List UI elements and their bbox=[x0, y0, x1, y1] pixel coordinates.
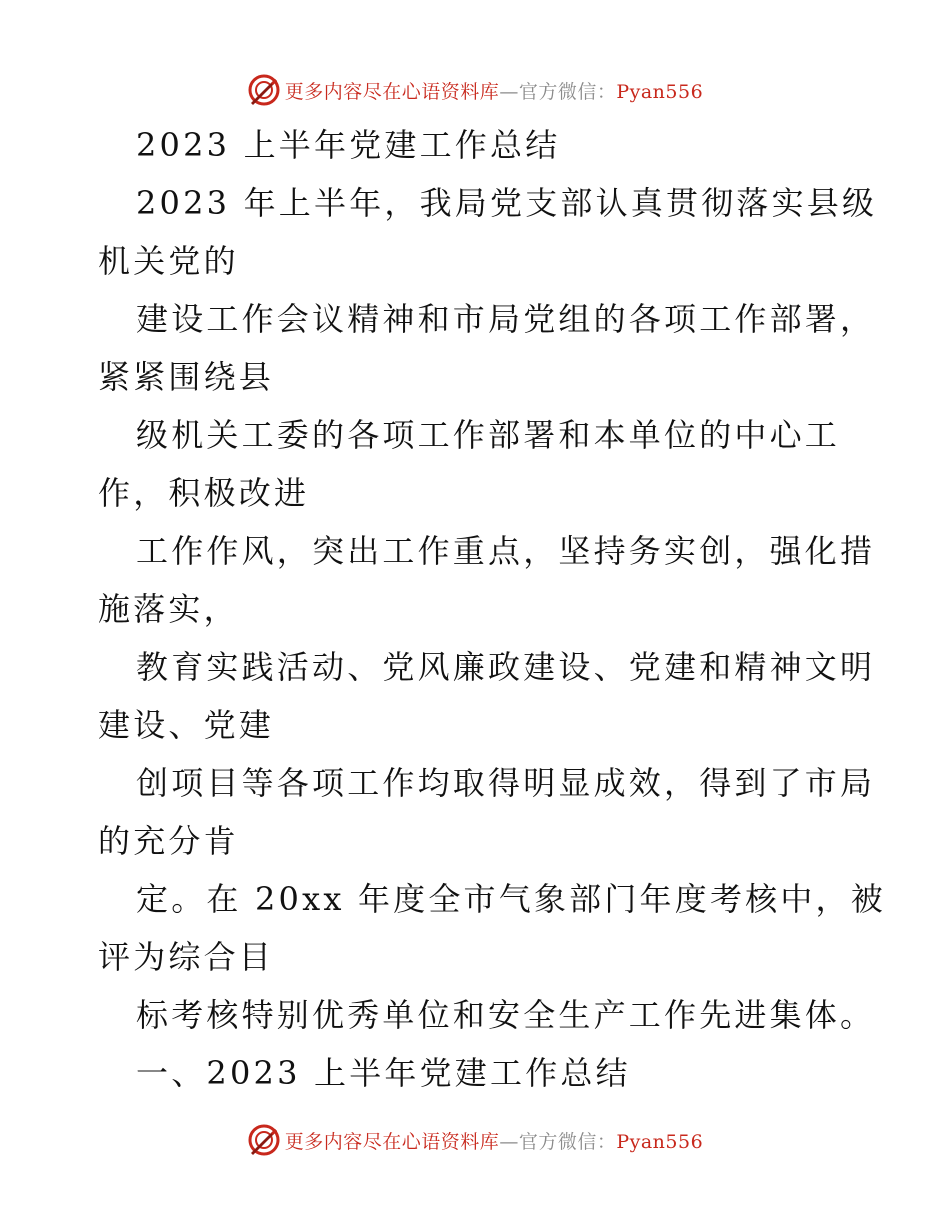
pen-logo-icon bbox=[247, 73, 281, 107]
document-line: 2023 年上半年，我局党支部认真贯彻落实县级 bbox=[136, 184, 878, 222]
watermark-wechat-id: Pyan556 bbox=[616, 1130, 704, 1153]
watermark-site: 更多内容尽在心语资料库 bbox=[284, 1130, 500, 1153]
document-line: 施落实， bbox=[98, 590, 239, 628]
watermark-wechat-id: Pyan556 bbox=[616, 80, 704, 103]
watermark-text bbox=[285, 77, 703, 104]
document-line: 定。在 20xx 年度全市气象部门年度考核中，被 bbox=[136, 880, 886, 918]
document-line: 级机关工委的各项工作部署和本单位的中心工 bbox=[136, 416, 841, 454]
watermark-footer bbox=[0, 1120, 950, 1160]
watermark-wechat-label: 官方微信： bbox=[518, 1130, 617, 1153]
document-line: 建设、党建 bbox=[98, 706, 275, 744]
watermark-site: 更多内容尽在心语资料库 bbox=[284, 80, 500, 103]
watermark-text bbox=[285, 1127, 703, 1154]
document-line: 教育实践活动、党风廉政建设、党建和精神文明 bbox=[136, 648, 876, 686]
document-line: 一、2023 上半年党建工作总结 bbox=[136, 1054, 631, 1092]
document-line: 标考核特别优秀单位和安全生产工作先进集体。 bbox=[136, 996, 876, 1034]
document-body bbox=[98, 116, 886, 1102]
document-line: 评为综合目 bbox=[98, 938, 275, 976]
document-line: 作，积极改进 bbox=[98, 474, 310, 512]
document-line: 紧紧围绕县 bbox=[98, 358, 275, 396]
watermark-dash: — bbox=[499, 1130, 519, 1153]
document-line: 创项目等各项工作均取得明显成效，得到了市局 bbox=[136, 764, 876, 802]
document-line: 的充分肯 bbox=[98, 822, 239, 860]
watermark-dash: — bbox=[499, 80, 519, 103]
watermark-wechat-label: 官方微信： bbox=[518, 80, 617, 103]
document-line: 2023 上半年党建工作总结 bbox=[136, 126, 561, 164]
pen-logo-icon bbox=[247, 1123, 281, 1157]
document-line: 建设工作会议精神和市局党组的各项工作部署， bbox=[136, 300, 876, 338]
document-line: 机关党的 bbox=[98, 242, 239, 280]
watermark-header bbox=[0, 70, 950, 110]
document-line: 工作作风，突出工作重点，坚持务实创，强化措 bbox=[136, 532, 876, 570]
